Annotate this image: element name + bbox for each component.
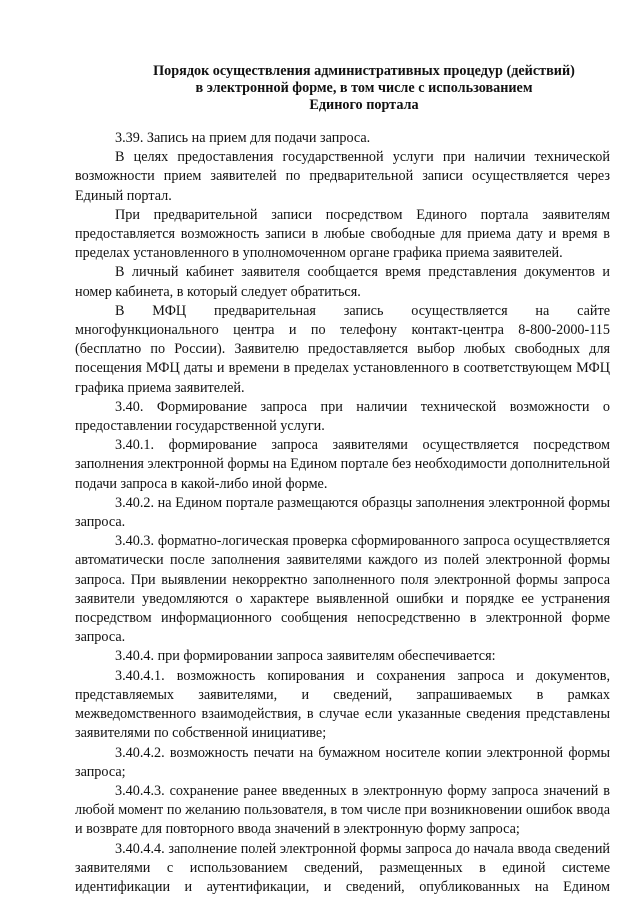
paragraph-3-40-4-2: 3.40.4.2. возможность печати на бумажном носителе копии электронной формы запроса;	[75, 744, 610, 780]
paragraph-prerecord-purpose: В целях предоставления государственной услуги при наличии технической возможности прием заявителей по предварительной записи осуществляется через Единый портал.	[75, 149, 610, 204]
title-line-3: Единого портала	[309, 97, 419, 113]
document-title	[130, 63, 598, 114]
paragraph-mfc-prerecord: В МФЦ предварительная запись осуществляется на сайте многофункционального центра и по телефону контакт-центра 8-800-2000-115 (бесплатно по России). Заявителю предоставляется выбор любых свободных для посещения МФЦ даты и времени в пределах установленного в соответствующем МФЦ графика приема заявителей.	[75, 302, 610, 396]
paragraph-3-40-3: 3.40.3. форматно-логическая проверка сформированного запроса осуществляется автоматически после заполнения заявителями каждого из полей электронной формы запроса. При выявлении некорректно заполненного поля электронной формы запроса заявители уведомляются о характере выявленной ошибки и порядке ее устранения посредством информационного сообщения непосредственно в электронной форме запроса.	[75, 533, 610, 646]
paragraph-3-40: 3.40. Формирование запроса при наличии технической возможности о предоставлении государственной услуги.	[75, 398, 610, 435]
paragraph-personal-cabinet: В личный кабинет заявителя сообщается время представления документов и номер кабинета, в который следует обратиться.	[75, 264, 610, 300]
paragraph-3-40-4-4: 3.40.4.4. заполнение полей электронной формы запроса до начала ввода сведений заявителями с использованием сведений, размещенных в единой системе идентификации и аутентификации, и сведений, опубликованных на Едином	[75, 840, 610, 895]
document-body	[75, 129, 610, 897]
paragraph-portal-prerecord: При предварительной записи посредством Единого портала заявителям предоставляется возможность записи в любые свободные для приема дату и время в пределах установленного в уполномоченном органе графика приема заявителей.	[75, 206, 610, 262]
title-line-2: в электронной форме, в том числе с использованием	[195, 80, 533, 96]
paragraph-3-40-2: 3.40.2. на Едином портале размещаются образцы заполнения электронной формы запроса.	[75, 494, 610, 531]
paragraph-3-40-1: 3.40.1. формирование запроса заявителями осуществляется посредством заполнения электронной формы на Едином портале без необходимости дополнительной подачи запроса в какой-либо иной форме.	[75, 437, 610, 492]
paragraph-3-40-4: 3.40.4. при формировании запроса заявителям обеспечивается:	[115, 648, 496, 665]
title-line-1: Порядок осуществления административных процедур (действий)	[153, 63, 575, 79]
paragraph-3-39: 3.39. Запись на прием для подачи запроса.	[115, 130, 371, 146]
paragraph-3-40-4-3: 3.40.4.3. сохранение ранее введенных в электронную форму запроса значений в любой момент по желанию пользователя, в том числе при возникновении ошибок ввода и возврате для повторного ввода значений в электронную форму запроса;	[75, 782, 610, 838]
paragraph-3-40-4-1: 3.40.4.1. возможность копирования и сохранения запроса и документов, представляемых заявителями, и сведений, запрашиваемых в рамках межведомственного взаимодействия, в случае если указанные сведения представлены заявителями по собственной инициативе;	[75, 667, 610, 742]
